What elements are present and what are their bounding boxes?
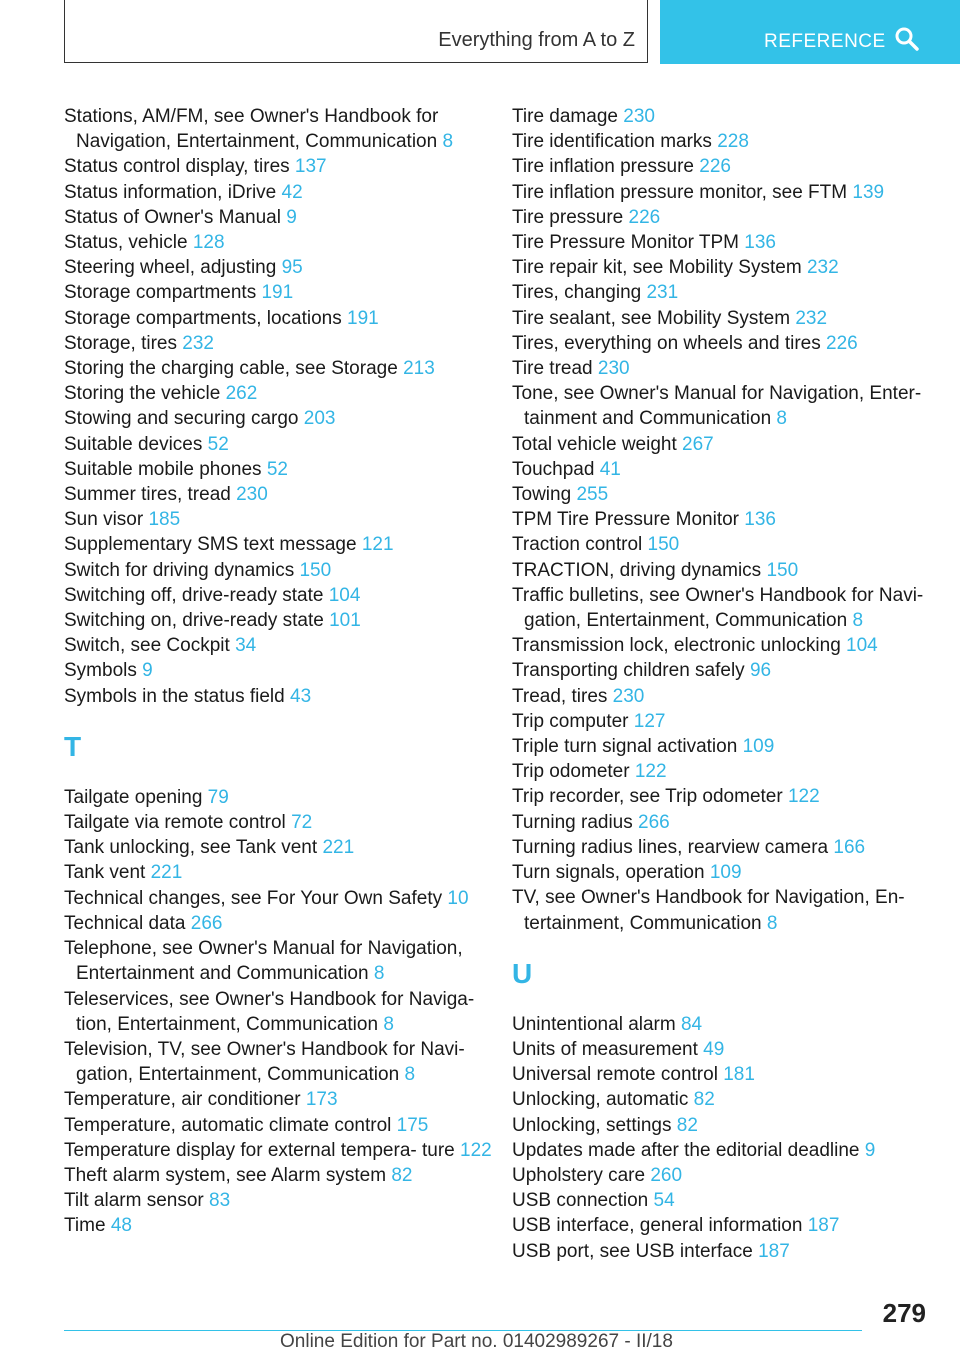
index-page-link[interactable]: 221 [322,837,355,859]
index-page-link[interactable]: 181 [723,1064,755,1086]
index-page-link[interactable]: 185 [148,509,181,531]
index-entry [64,911,504,936]
index-entry-term: Storage compartments [64,282,257,304]
index-entry-term: Storage, tires [64,332,177,354]
index-entry-term: Summer tires, tread [64,484,231,506]
index-entry [64,886,504,911]
index-entry [512,1062,952,1087]
index-entry [64,507,504,532]
index-entry [512,432,952,457]
index-entry [64,482,504,507]
index-entry-term: Stowing and securing cargo [64,408,299,430]
index-page-link[interactable]: 128 [192,232,225,254]
index-page-link[interactable]: 191 [347,307,379,329]
index-entry [512,1113,952,1138]
index-entry-term: Transporting children safely [512,660,745,682]
index-page-link[interactable]: 72 [291,812,313,834]
index-entry [64,457,504,482]
index-page-link[interactable]: 9 [142,660,153,682]
header-reference-tab[interactable] [660,0,960,64]
index-letter-heading: U [512,957,533,989]
index-entry [512,507,952,532]
index-entry-term: Theft alarm system, see Alarm system [64,1164,387,1186]
index-page-link[interactable]: 127 [633,710,666,732]
index-entry-term: TV, see Owner's Handbook for Navigation, En‐ tertainment, Communication [512,887,905,934]
index-page-link[interactable]: 226 [699,156,731,178]
index-page-link[interactable]: 230 [236,484,268,506]
index-entry [512,230,952,255]
index-entry [512,734,952,759]
index-entry [512,1163,952,1188]
index-entry-term: Tire identification marks [512,131,712,153]
search-icon[interactable] [894,26,920,52]
index-entry [64,684,504,709]
index-entry-term: Switching off, drive-ready state [64,584,324,606]
index-entry [64,356,504,381]
index-entry [512,860,952,885]
index-entry [512,255,952,280]
index-entry [64,633,504,658]
index-entry [512,129,952,154]
index-entry [64,785,504,810]
index-entry [512,457,952,482]
index-entry-term: Turn signals, operation [512,862,705,884]
index-page-link[interactable]: 232 [795,307,828,329]
index-entry [64,532,504,557]
index-page-link[interactable]: 82 [693,1089,715,1111]
header-section-box [64,0,648,63]
index-page-link[interactable]: 266 [638,811,670,833]
index-page-link[interactable]: 139 [852,181,885,203]
index-page-link[interactable]: 8 [852,610,864,632]
index-entry-term: Towing [512,484,572,506]
index-entry-term: Status information, iDrive [64,181,277,203]
index-entry-term: Sun visor [64,509,144,531]
index-page-link[interactable]: 187 [758,1240,790,1262]
index-entry [512,784,952,809]
index-entry-term: USB interface, general information [512,1215,803,1237]
index-page-link[interactable]: 226 [826,332,858,354]
index-entry-term: Status control display, tires [64,156,290,178]
index-page-link[interactable]: 260 [650,1164,683,1186]
index-entry-term: TRACTION, driving dynamics [512,559,762,581]
index-entry [512,1188,952,1213]
index-entry-term: Tailgate via remote control [64,812,286,834]
index-entry-term: Triple turn signal activation [512,736,738,758]
section-title: Everything from A to Z [438,29,635,51]
index-entry-term: Tire inflation pressure [512,156,694,178]
index-entry [512,759,952,784]
index-entry-term: Tire sealant, see Mobility System [512,307,791,329]
index-entry-term: Turning radius [512,811,633,833]
index-entry-term: Storing the charging cable, see Storage [64,358,398,380]
index-entry-term: Tone, see Owner's Manual for Navigation, Enter‐ tainment and Communication [512,383,922,430]
index-entry [64,810,504,835]
index-entry-term: Supplementary SMS text message [64,534,357,556]
index-entry [64,1213,504,1238]
index-page-link[interactable]: 109 [742,736,775,758]
index-entry [64,306,504,331]
index-entry-term: Status, vehicle [64,232,188,254]
index-page-link[interactable]: 150 [647,534,680,556]
index-page-link[interactable]: 122 [460,1139,492,1161]
index-page-link[interactable]: 175 [396,1114,429,1136]
index-entry [64,406,504,431]
index-page-link[interactable]: 230 [612,685,645,707]
index-entry [64,936,504,986]
index-page-link[interactable]: 54 [653,1190,675,1212]
index-page-link[interactable]: 122 [634,761,667,783]
index-entry-term: Unlocking, settings [512,1114,672,1136]
index-page-link[interactable]: 191 [261,282,294,304]
index-page-link[interactable]: 150 [299,559,332,581]
index-entry-term: TPM Tire Pressure Monitor [512,509,739,531]
index-page-link[interactable]: 96 [749,660,772,682]
index-entry [512,482,952,507]
footer-edition: Online Edition for Part no. 01402989267 - II/18 [280,1331,673,1352]
index-entry [64,331,504,356]
index-page-link[interactable]: 173 [305,1089,338,1111]
index-page-link[interactable]: 34 [235,635,257,657]
index-page-link[interactable]: 230 [597,358,630,380]
index-entry [512,1213,952,1238]
index-page-link[interactable]: 8 [373,963,385,985]
index-entry [512,154,952,179]
index-page-link[interactable]: 8 [442,131,454,153]
index-page-link[interactable]: 109 [709,862,742,884]
chapter-label: REFERENCE [764,31,886,52]
index-entry-term: USB port, see USB interface [512,1240,753,1262]
index-entry-term: Tire repair kit, see Mobility System [512,257,802,279]
index-entry-term: Tire damage [512,106,618,127]
index-entry-term: Unlocking, automatic [512,1089,689,1111]
index-entry-term: Tilt alarm sensor [64,1190,204,1212]
index-column-left [64,104,504,1239]
index-page-link[interactable]: 166 [833,836,866,858]
index-entry-term: Temperature display for external tempera‐ ture [64,1139,455,1161]
index-entry [64,104,504,154]
index-entry [64,432,504,457]
index-page-link[interactable]: 43 [290,685,312,707]
index-page-link[interactable]: 255 [576,484,609,506]
index-page-link[interactable]: 41 [599,458,621,480]
index-page-link[interactable]: 79 [207,786,229,808]
index-entry [512,810,952,835]
index-page-link[interactable]: 187 [807,1215,840,1237]
index-entry [64,1113,504,1138]
index-page-link[interactable]: 101 [329,610,361,632]
index-page-link[interactable]: 8 [404,1064,416,1086]
index-entry-term: Tire inflation pressure monitor, see FTM [512,181,848,203]
index-entry [64,1037,504,1087]
index-entry [512,709,952,734]
index-page-link[interactable]: 221 [150,862,183,884]
index-page-link[interactable]: 104 [846,635,878,657]
index-page-link[interactable]: 122 [787,786,820,808]
index-entry-term: Tank vent [64,862,146,884]
index-entry-term: Tires, everything on wheels and tires [512,332,821,354]
index-entry [512,558,952,583]
index-entry [512,1138,952,1163]
index-entry [64,860,504,885]
index-entry-term: Traction control [512,534,643,556]
index-entry-term: Touchpad [512,458,595,480]
index-page-link[interactable]: 95 [281,257,303,279]
index-entry [64,987,504,1037]
index-letter-heading: T [64,730,82,762]
index-entry [512,331,952,356]
index-page-link[interactable]: 137 [294,156,327,178]
index-page-link[interactable]: 48 [110,1215,132,1237]
index-page-link[interactable]: 49 [703,1038,725,1060]
index-entry-term: Switch for driving dynamics [64,559,295,581]
index-entry [64,658,504,683]
index-entry [512,280,952,305]
index-entry-term: Switching on, drive-ready state [64,610,324,632]
index-entry-term: Trip recorder, see Trip odometer [512,786,783,808]
index-entry [512,633,952,658]
index-entry [512,684,952,709]
index-page-link[interactable]: 226 [628,206,661,228]
index-entry-term: Updates made after the editorial deadline [512,1139,860,1161]
index-entry-term: Tire tread [512,358,593,380]
index-entry-term: Tank unlocking, see Tank vent [64,837,318,859]
index-entry-term: Time [64,1215,106,1237]
index-entry-term: Tires, changing [512,282,642,304]
index-page-link[interactable]: 82 [676,1114,698,1136]
index-entry [512,583,952,633]
index-entry [512,885,952,935]
index-page-link[interactable]: 232 [806,257,839,279]
index-entry [64,180,504,205]
index-entry [64,154,504,179]
index-entry-term: Stations, AM/FM, see Owner's Handbook for Navigation, Entertainment, Communication [64,106,439,153]
index-entry-term: Upholstery care [512,1164,646,1186]
index-entry-term: Tailgate opening [64,786,203,808]
index-entry-term: Temperature, air conditioner [64,1089,301,1111]
index-page-link[interactable]: 231 [646,282,679,304]
index-entry [64,1188,504,1213]
index-page-link[interactable]: 136 [744,509,776,531]
index-entry-term: Suitable mobile phones [64,458,262,480]
index-page-link[interactable]: 232 [182,332,214,354]
index-page-link[interactable]: 203 [303,408,336,430]
index-entry [512,306,952,331]
index-entry [64,205,504,230]
index-page-link[interactable]: 9 [286,206,297,228]
index-page-link[interactable]: 104 [328,584,361,606]
index-entry-term: Telephone, see Owner's Manual for Navigation, Entertainment and Communication [64,938,463,985]
index-entry-term: Units of measurement [512,1038,698,1060]
index-page-link[interactable]: 10 [447,887,469,909]
index-entry-term: Trip computer [512,710,629,732]
index-entry [512,356,952,381]
index-entry-term: Switch, see Cockpit [64,635,230,657]
index-entry [512,1012,952,1037]
index-entry-term: Universal remote control [512,1064,718,1086]
index-entry-term: Tread, tires [512,685,608,707]
index-entry-term: Symbols [64,660,137,682]
index-page-link[interactable]: 84 [680,1013,703,1035]
index-entry [64,1138,504,1163]
index-entry [512,1087,952,1112]
index-entry-term: Tire Pressure Monitor TPM [512,232,739,254]
index-entry [512,658,952,683]
index-entry-term: Temperature, automatic climate control [64,1114,392,1136]
index-page-link[interactable]: 266 [190,912,223,934]
index-entry [64,230,504,255]
index-entry [64,558,504,583]
index-entry [512,835,952,860]
index-page-link[interactable]: 83 [209,1190,231,1212]
index-entry-term: Technical changes, see For Your Own Safety [64,887,443,909]
index-page-link[interactable]: 230 [623,106,655,127]
index-entry-term: Unintentional alarm [512,1013,676,1035]
index-entry [512,104,952,129]
index-page-link[interactable]: 52 [207,433,229,455]
index-page-link[interactable]: 136 [744,232,776,254]
index-entry [64,1087,504,1112]
index-entry [64,280,504,305]
index-entry [64,835,504,860]
page-number: 279 [882,1298,926,1328]
index-page-link[interactable]: 8 [776,408,787,430]
index-entry-term: USB connection [512,1190,649,1212]
index-page-link[interactable]: 82 [391,1164,413,1186]
index-entry [512,180,952,205]
index-page-link[interactable]: 267 [682,433,714,455]
index-entry-term: Traffic bulletins, see Owner's Handbook for Navi‐ gation, Entertainment, Communication [512,584,924,632]
index-entry [512,532,952,557]
index-entry [512,1037,952,1062]
index-page-link[interactable]: 52 [266,458,288,480]
index-entry-term: Total vehicle weight [512,433,677,455]
index-entry-term: Turning radius lines, rearview camera [512,836,829,858]
index-entry-term: Tire pressure [512,206,624,228]
index-page-link[interactable]: 262 [225,383,258,405]
index-page-link[interactable]: 9 [864,1139,876,1161]
index-entry [64,608,504,633]
index-page-link[interactable]: 8 [766,912,778,934]
index-page-link[interactable]: 8 [383,1013,394,1035]
index-entry-term: Trip odometer [512,761,630,783]
index-entry [512,205,952,230]
index-entry [64,255,504,280]
index-page-link[interactable]: 228 [717,131,749,153]
index-entry-term: Status of Owner's Manual [64,206,281,228]
index-entry-term: Television, TV, see Owner's Handbook for Navi‐ gation, Entertainment, Communication [64,1038,465,1086]
index-column-right [512,104,952,1264]
index-entry-term: Symbols in the status field [64,685,285,707]
index-entry-term: Suitable devices [64,433,203,455]
index-entry [64,1163,504,1188]
index-entry-term: Teleservices, see Owner's Handbook for Naviga‐ tion, Entertainment, Communication [64,988,475,1035]
index-page-link[interactable]: 121 [361,534,394,556]
index-entry-term: Storing the vehicle [64,383,221,405]
index-entry-term: Steering wheel, adjusting [64,257,277,279]
index-entry-term: Transmission lock, electronic unlocking [512,635,841,657]
index-entry [64,381,504,406]
index-entry [512,1239,952,1264]
index-entry-term: Storage compartments, locations [64,307,342,329]
index-page-link[interactable]: 213 [403,358,435,380]
index-entry-term: Technical data [64,912,186,934]
index-entry [512,381,952,431]
index-entry [64,583,504,608]
index-page-link[interactable]: 150 [766,559,799,581]
index-page-link[interactable]: 42 [281,181,303,203]
